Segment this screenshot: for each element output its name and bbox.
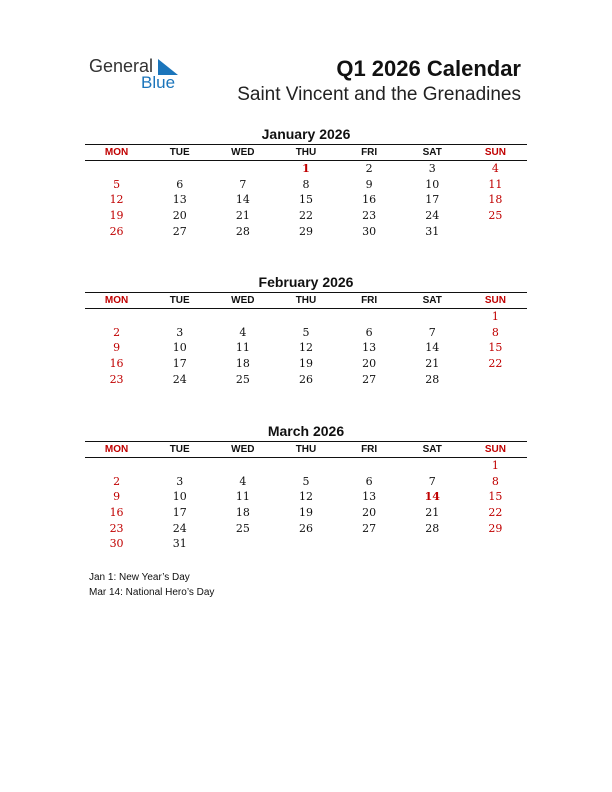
day-cell: 28 — [425, 372, 440, 386]
day-cell: 4 — [239, 474, 247, 488]
empty-day-cell — [401, 458, 464, 474]
day-cell: 9 — [113, 341, 121, 355]
weekday-fri: FRI — [361, 444, 378, 455]
day-cell: 27 — [362, 521, 377, 535]
day-cell: 1 — [302, 162, 310, 175]
day-cell: 11 — [235, 490, 250, 504]
day-cell: 10 — [172, 490, 187, 504]
empty-day-cell — [338, 309, 401, 325]
weekday-sun: SUN — [484, 444, 506, 455]
day-cell: 23 — [109, 372, 124, 386]
empty-day-cell — [85, 161, 148, 177]
holiday-list — [89, 570, 214, 600]
day-cell: 8 — [302, 177, 310, 191]
day-cell: 5 — [302, 474, 310, 488]
empty-day-cell — [464, 224, 527, 240]
logo-text-general: General — [89, 56, 154, 76]
weekday-fri: FRI — [361, 147, 378, 158]
day-grid — [85, 161, 527, 239]
weekday-thu: THU — [295, 444, 317, 455]
empty-day-cell — [464, 536, 527, 552]
empty-day-cell — [211, 161, 274, 177]
day-cell: 30 — [109, 537, 124, 551]
empty-day-cell — [401, 536, 464, 552]
day-cell: 24 — [172, 521, 187, 535]
weekday-thu: THU — [295, 147, 317, 158]
day-cell: 5 — [113, 177, 121, 191]
weekday-tue: TUE — [169, 444, 190, 455]
day-cell: 24 — [425, 209, 440, 223]
day-cell: 17 — [425, 193, 440, 207]
day-cell: 27 — [172, 224, 187, 238]
month-march — [85, 421, 527, 552]
weekday-wed: WED — [231, 444, 255, 455]
day-cell: 22 — [298, 209, 313, 223]
day-cell: 27 — [362, 372, 377, 386]
day-cell: 25 — [235, 372, 250, 386]
day-cell: 13 — [362, 490, 377, 504]
day-cell: 8 — [491, 474, 499, 488]
day-cell: 5 — [302, 325, 310, 339]
day-cell: 2 — [113, 325, 121, 339]
day-cell: 31 — [425, 224, 440, 238]
day-cell: 1 — [491, 310, 499, 323]
day-cell: 15 — [298, 193, 313, 207]
empty-day-cell — [148, 458, 211, 474]
day-cell: 30 — [362, 224, 377, 238]
day-cell: 28 — [425, 521, 440, 535]
day-cell: 11 — [488, 177, 503, 191]
day-cell: 24 — [172, 372, 187, 386]
empty-day-cell — [274, 536, 337, 552]
day-cell: 17 — [172, 357, 187, 371]
day-cell: 26 — [109, 224, 124, 238]
empty-day-cell — [148, 161, 211, 177]
day-cell: 6 — [176, 177, 184, 191]
day-cell: 15 — [488, 490, 503, 504]
day-cell: 18 — [235, 506, 250, 520]
day-cell: 12 — [109, 193, 124, 207]
day-cell: 18 — [488, 193, 503, 207]
day-cell: 16 — [109, 357, 124, 371]
day-cell: 6 — [365, 325, 373, 339]
day-cell: 20 — [362, 357, 377, 371]
day-cell: 14 — [425, 341, 440, 355]
holiday-item: Jan 1: New Year’s Day — [89, 572, 190, 583]
empty-day-cell — [401, 309, 464, 325]
weekday-wed: WED — [231, 295, 255, 306]
empty-day-cell — [148, 309, 211, 325]
month-january — [85, 124, 527, 239]
day-cell: 26 — [298, 372, 313, 386]
day-cell: 25 — [488, 209, 503, 223]
day-cell: 7 — [428, 325, 436, 339]
weekday-sat: SAT — [422, 147, 442, 158]
month-title: March 2026 — [267, 423, 345, 439]
weekday-mon: MON — [104, 147, 129, 158]
day-cell: 12 — [298, 341, 313, 355]
weekday-header-row — [85, 144, 527, 161]
day-cell: 28 — [235, 224, 250, 238]
day-cell: 11 — [235, 341, 250, 355]
empty-day-cell — [211, 309, 274, 325]
day-cell: 21 — [425, 357, 440, 371]
weekday-thu: THU — [295, 295, 317, 306]
day-cell: 23 — [362, 209, 377, 223]
day-cell: 29 — [488, 521, 503, 535]
weekday-fri: FRI — [361, 295, 378, 306]
empty-day-cell — [85, 309, 148, 325]
day-cell: 10 — [425, 177, 440, 191]
day-cell: 26 — [298, 521, 313, 535]
month-title: January 2026 — [261, 126, 351, 142]
day-cell: 14 — [235, 193, 250, 207]
weekday-sun: SUN — [484, 147, 506, 158]
day-cell: 13 — [362, 341, 377, 355]
day-cell: 17 — [172, 506, 187, 520]
empty-day-cell — [338, 458, 401, 474]
weekday-tue: TUE — [169, 147, 190, 158]
day-cell: 16 — [109, 506, 124, 520]
day-cell: 21 — [235, 209, 250, 223]
day-cell: 3 — [176, 474, 184, 488]
empty-day-cell — [274, 309, 337, 325]
day-cell: 3 — [428, 162, 436, 175]
empty-day-cell — [211, 458, 274, 474]
empty-day-cell — [464, 372, 527, 388]
day-cell: 19 — [298, 357, 313, 371]
empty-day-cell — [338, 536, 401, 552]
page-title: Q1 2026 Calendar — [336, 56, 521, 81]
day-cell: 2 — [365, 162, 373, 175]
page-subtitle: Saint Vincent and the Grenadines — [237, 84, 521, 105]
month-february — [85, 272, 527, 387]
day-cell: 22 — [488, 357, 503, 371]
day-cell: 29 — [298, 224, 313, 238]
day-cell: 7 — [239, 177, 247, 191]
weekday-wed: WED — [231, 147, 255, 158]
day-cell: 4 — [491, 162, 499, 175]
day-cell: 25 — [235, 521, 250, 535]
weekday-sun: SUN — [484, 295, 506, 306]
day-cell: 19 — [298, 506, 313, 520]
day-cell: 20 — [362, 506, 377, 520]
day-cell: 3 — [176, 325, 184, 339]
day-cell: 20 — [172, 209, 187, 223]
generalblue-logo — [89, 56, 199, 96]
weekday-mon: MON — [104, 295, 129, 306]
day-cell: 18 — [235, 357, 250, 371]
logo-text-blue: Blue — [141, 73, 176, 92]
weekday-sat: SAT — [422, 295, 442, 306]
empty-day-cell — [274, 458, 337, 474]
weekday-tue: TUE — [169, 295, 190, 306]
weekday-header-row — [85, 441, 527, 458]
day-cell: 1 — [491, 459, 499, 472]
day-grid — [85, 309, 527, 387]
holiday-item: Mar 14: National Hero’s Day — [89, 587, 215, 598]
day-cell: 31 — [172, 537, 187, 551]
weekday-sat: SAT — [422, 444, 442, 455]
weekday-header-row — [85, 292, 527, 309]
day-cell: 23 — [109, 521, 124, 535]
empty-day-cell — [85, 458, 148, 474]
day-cell: 6 — [365, 474, 373, 488]
empty-day-cell — [211, 536, 274, 552]
month-title: February 2026 — [258, 274, 354, 290]
day-grid — [85, 458, 527, 552]
day-cell: 7 — [428, 474, 436, 488]
day-cell: 15 — [488, 341, 503, 355]
day-cell: 13 — [172, 193, 187, 207]
day-cell: 8 — [491, 325, 499, 339]
day-cell: 12 — [298, 490, 313, 504]
day-cell: 10 — [172, 341, 187, 355]
weekday-mon: MON — [104, 444, 129, 455]
day-cell: 4 — [239, 325, 247, 339]
day-cell: 19 — [109, 209, 124, 223]
day-cell: 21 — [425, 506, 440, 520]
day-cell: 2 — [113, 474, 121, 488]
day-cell: 14 — [424, 490, 440, 504]
day-cell: 9 — [113, 490, 121, 504]
day-cell: 16 — [362, 193, 377, 207]
day-cell: 22 — [488, 506, 503, 520]
day-cell: 9 — [365, 177, 373, 191]
